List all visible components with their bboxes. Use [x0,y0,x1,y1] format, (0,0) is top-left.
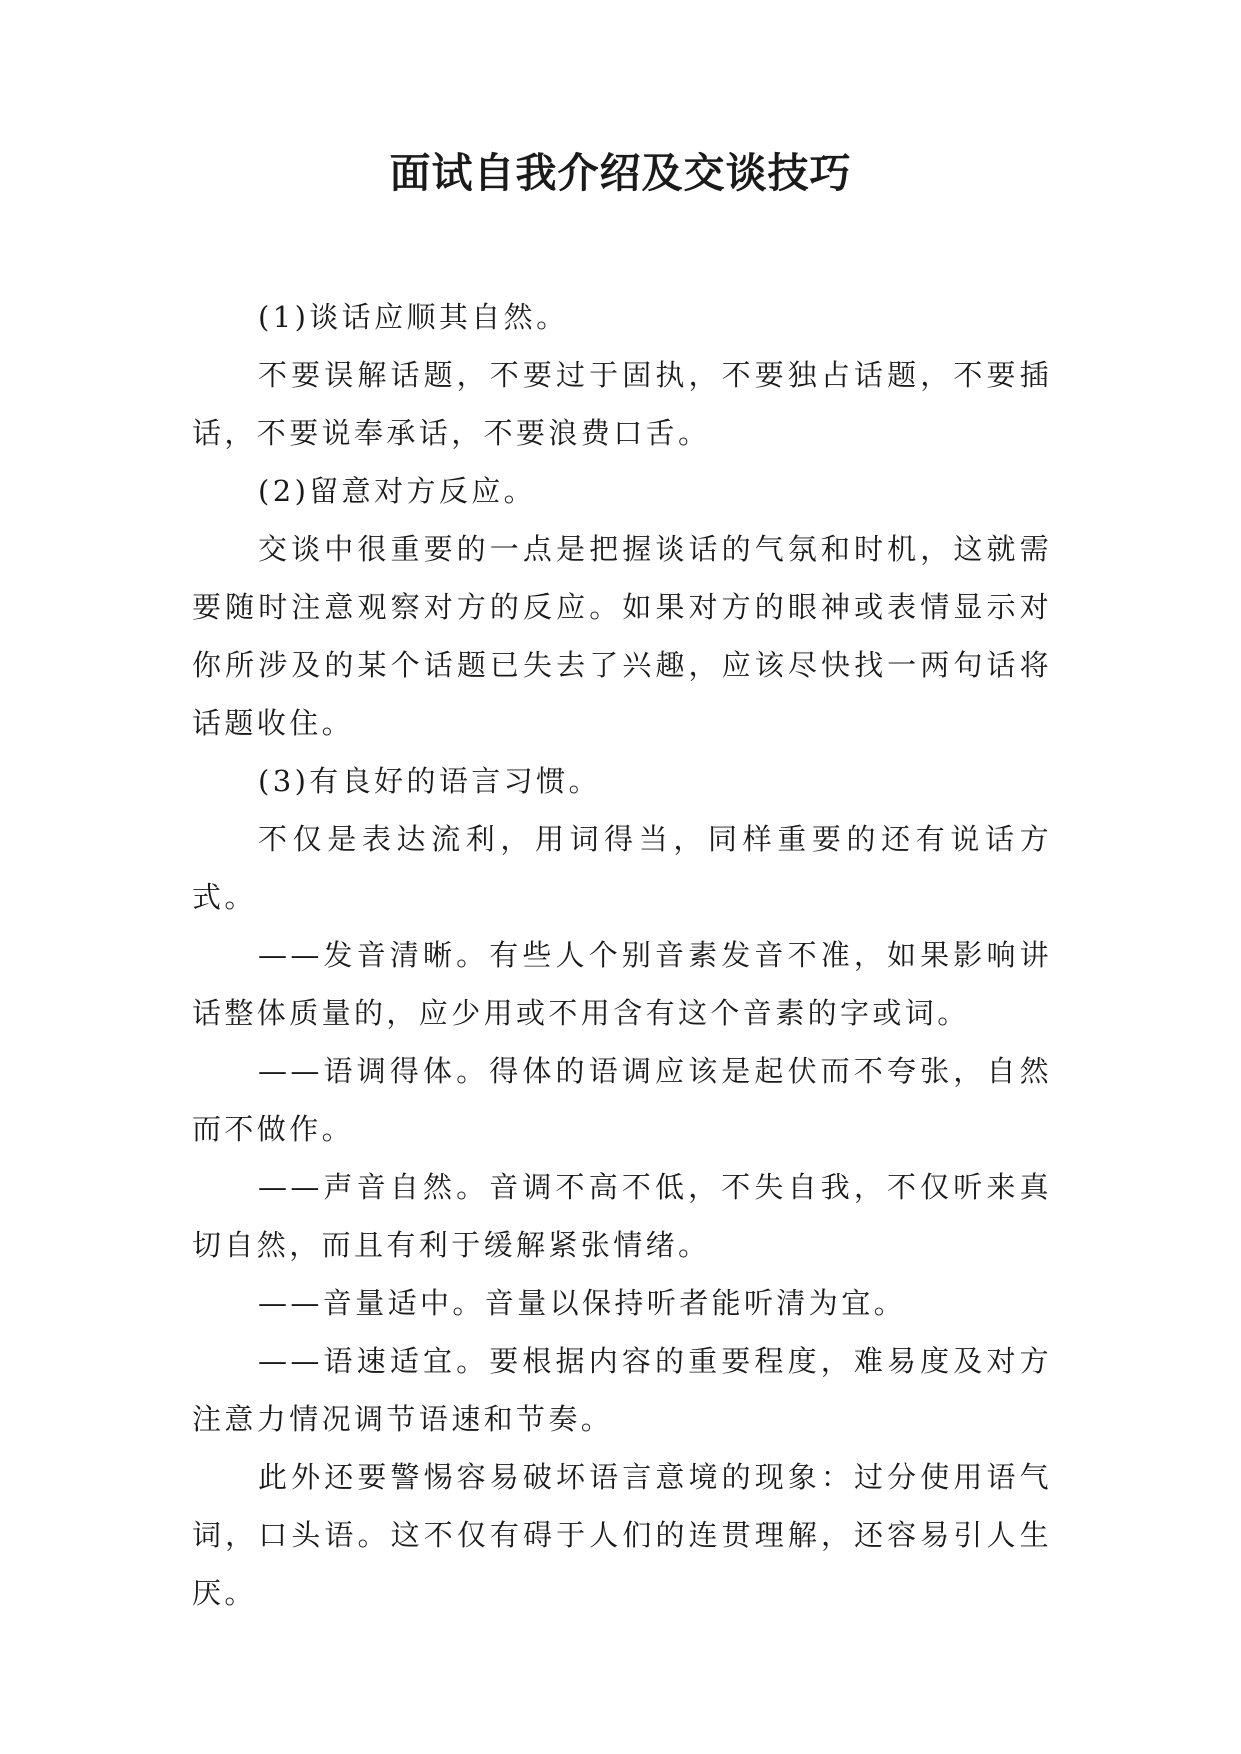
paragraph-8: ——语调得体。得体的语调应该是起伏而不夸张，自然而不做作。 [192,1054,1052,1146]
paragraph-11: ——语速适宜。要根据内容的重要程度，难易度及对方注意力情况调节语速和节奏。 [192,1344,1052,1436]
paragraph-4: 交谈中很重要的一点是把握谈话的气氛和时机，这就需要随时注意观察对方的反应。如果对方的眼神或表情显示对你所涉及的某个话题已失去了兴趣，应该尽快找一两句话将话题收住。 [192,532,1052,740]
paragraph-5: (3)有良好的语言习惯。 [258,764,601,798]
paragraph-3: (2)留意对方反应。 [258,474,537,508]
document-title: 面试自我介绍及交谈技巧 [389,149,852,197]
paragraph-7: ——发音清晰。有些人个别音素发音不准，如果影响讲话整体质量的，应少用或不用含有这个音素的字或词。 [192,938,1052,1030]
paragraph-10: ——音量适中。音量以保持听者能听清为宜。 [258,1286,907,1320]
paragraph-6: 不仅是表达流利，用词得当，同样重要的还有说话方式。 [192,822,1052,914]
paragraph-2: 不要误解话题，不要过于固执，不要独占话题，不要插话，不要说奉承话，不要浪费口舌。 [192,358,1052,450]
paragraph-9: ——声音自然。音调不高不低，不失自我，不仅听来真切自然，而且有利于缓解紧张情绪。 [192,1170,1052,1262]
paragraph-1: (1)谈话应顺其自然。 [258,300,569,334]
paragraph-12: 此外还要警惕容易破坏语言意境的现象：过分使用语气词，口头语。这不仅有碍于人们的连贯理解，还容易引人生厌。 [192,1460,1052,1610]
document-body [192,288,1052,1622]
